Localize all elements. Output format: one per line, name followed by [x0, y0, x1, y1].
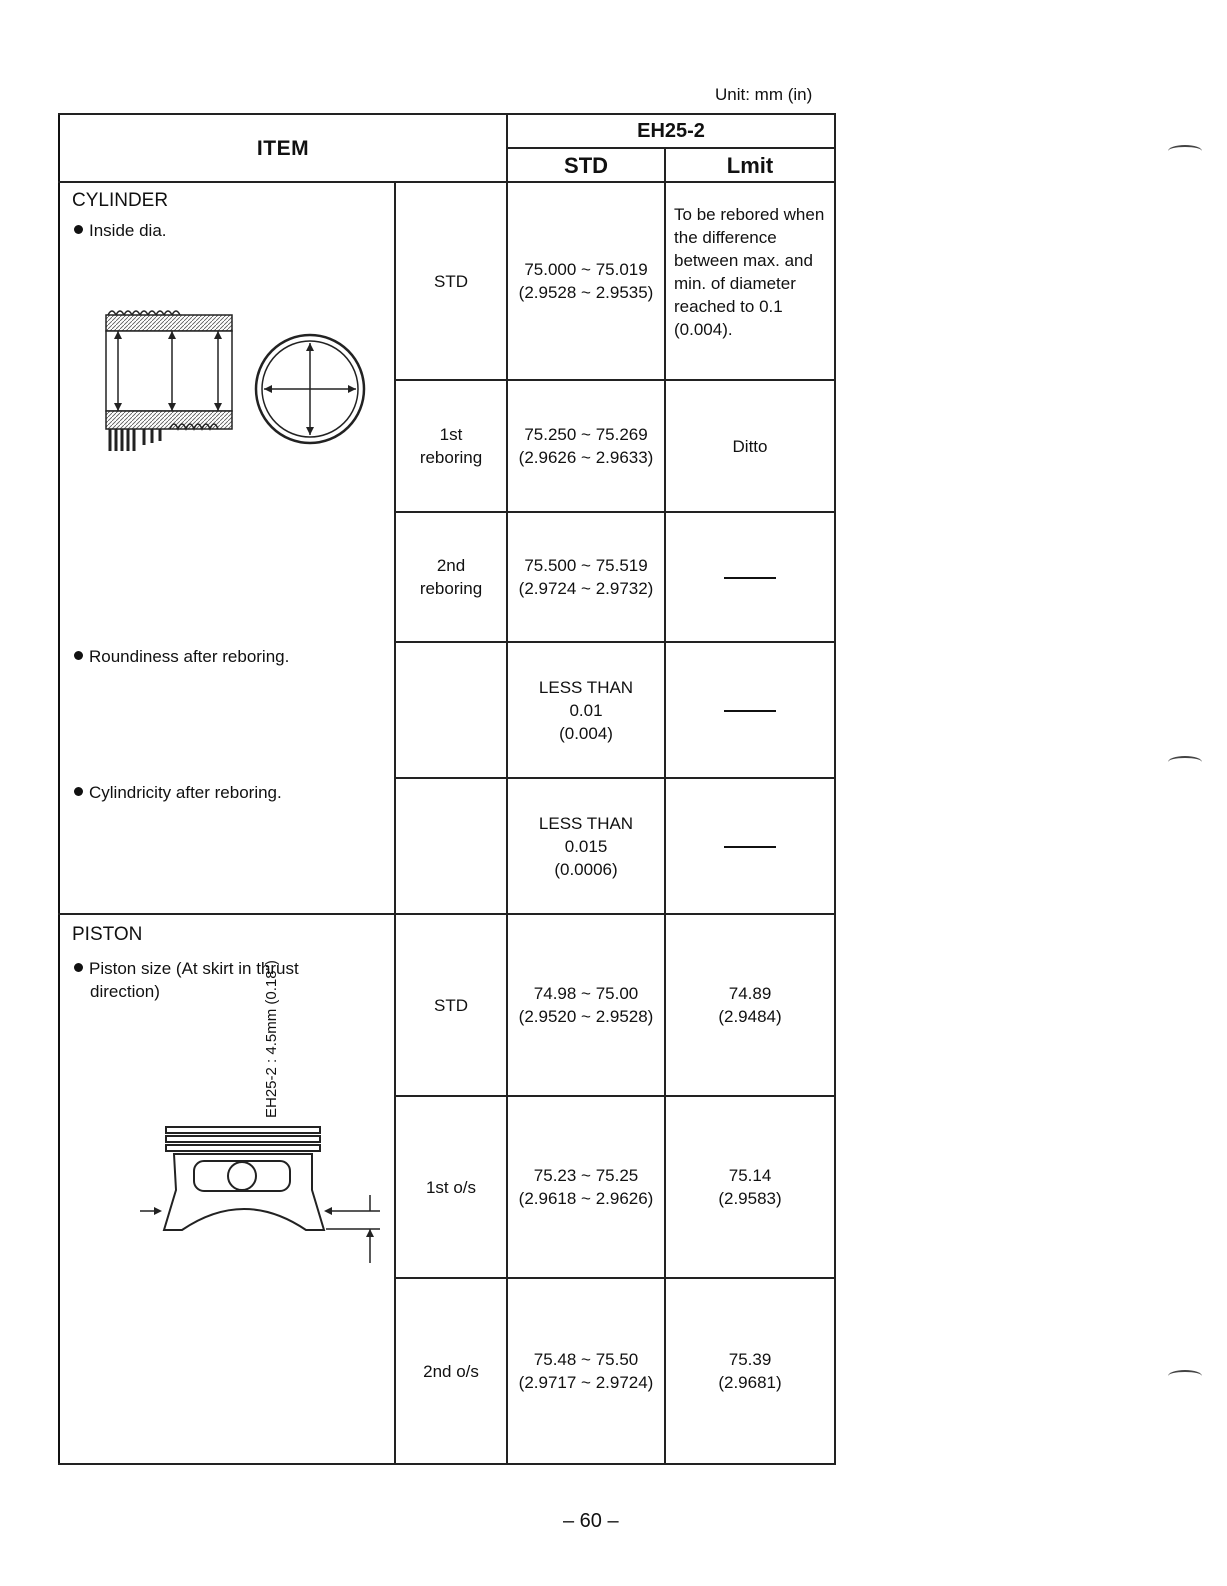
roundness-value: LESS THAN 0.01 (0.004) — [507, 642, 665, 778]
model-header: EH25-2 — [507, 114, 835, 148]
inside-dia-label: Inside dia. — [74, 219, 167, 242]
pis-row-1st-value: 75.23 ~ 75.25 (2.9618 ~ 2.9626) — [507, 1096, 665, 1278]
roundness-label: Roundiness after reboring. — [74, 645, 289, 668]
spec-table — [58, 113, 836, 1465]
pis-row-1st-limit: 75.14 (2.9583) — [665, 1096, 835, 1278]
piston-item-cell — [59, 914, 395, 1464]
measure-note: EH25-2 : 4.5mm (0.18") — [263, 960, 280, 1118]
cyl-row-std-value: 75.000 ~ 75.019 (2.9528 ~ 2.9535) — [507, 182, 665, 380]
cyl-row-2nd-value: 75.500 ~ 75.519 (2.9724 ~ 2.9732) — [507, 512, 665, 642]
cyl-row-1st-size: 1st reboring — [395, 380, 507, 512]
cylindricity-limit — [665, 778, 835, 914]
item-header: ITEM — [59, 114, 507, 182]
unit-label: Unit: mm (in) — [715, 85, 813, 104]
pis-row-2nd-limit: 75.39 (2.9681) — [665, 1278, 835, 1464]
cylinder-side-view — [106, 311, 232, 451]
pis-row-2nd-value: 75.48 ~ 75.50 (2.9717 ~ 2.9724) — [507, 1278, 665, 1464]
pis-row-std-value: 74.98 ~ 75.00 (2.9520 ~ 2.9528) — [507, 914, 665, 1096]
limit-header: Lmit — [665, 148, 835, 182]
no-limit-dash — [724, 846, 776, 848]
roundness-size — [395, 642, 507, 778]
cylinder-top-view — [256, 335, 364, 443]
cylindricity-label: Cylindricity after reboring. — [74, 781, 282, 804]
no-limit-dash — [724, 710, 776, 712]
cyl-row-2nd-limit — [665, 512, 835, 642]
page-number: – 60 – — [563, 1510, 619, 1532]
no-limit-dash — [724, 577, 776, 579]
piston-size-label: Piston size (At skirt in thrust direction) — [74, 957, 360, 1003]
piston-body — [164, 1127, 324, 1230]
cylindricity-value: LESS THAN 0.015 (0.0006) — [507, 778, 665, 914]
std-header: STD — [507, 148, 665, 182]
piston-title: PISTON — [72, 924, 143, 945]
cylinder-diagram — [100, 301, 370, 471]
binding-mark — [1168, 756, 1202, 768]
pis-row-std-limit: 74.89 (2.9484) — [665, 914, 835, 1096]
cyl-row-std-limit: To be rebored when the difference between max. and min. of diameter reached to 0.1 (0.004). — [665, 182, 835, 380]
cylinder-item-cell — [59, 182, 395, 914]
cyl-row-2nd-size: 2nd reboring — [395, 512, 507, 642]
cyl-row-std-size: STD — [395, 182, 507, 380]
cylinder-title: CYLINDER — [72, 190, 169, 211]
roundness-limit — [665, 642, 835, 778]
pis-row-2nd-size: 2nd o/s — [395, 1278, 507, 1464]
piston-diagram — [100, 1015, 390, 1275]
binding-mark — [1168, 1370, 1202, 1382]
pis-row-std-size: STD — [395, 914, 507, 1096]
binding-mark — [1168, 145, 1202, 157]
cylindricity-size — [395, 778, 507, 914]
cyl-row-1st-value: 75.250 ~ 75.269 (2.9626 ~ 2.9633) — [507, 380, 665, 512]
pis-row-1st-size: 1st o/s — [395, 1096, 507, 1278]
cyl-row-1st-limit: Ditto — [665, 380, 835, 512]
